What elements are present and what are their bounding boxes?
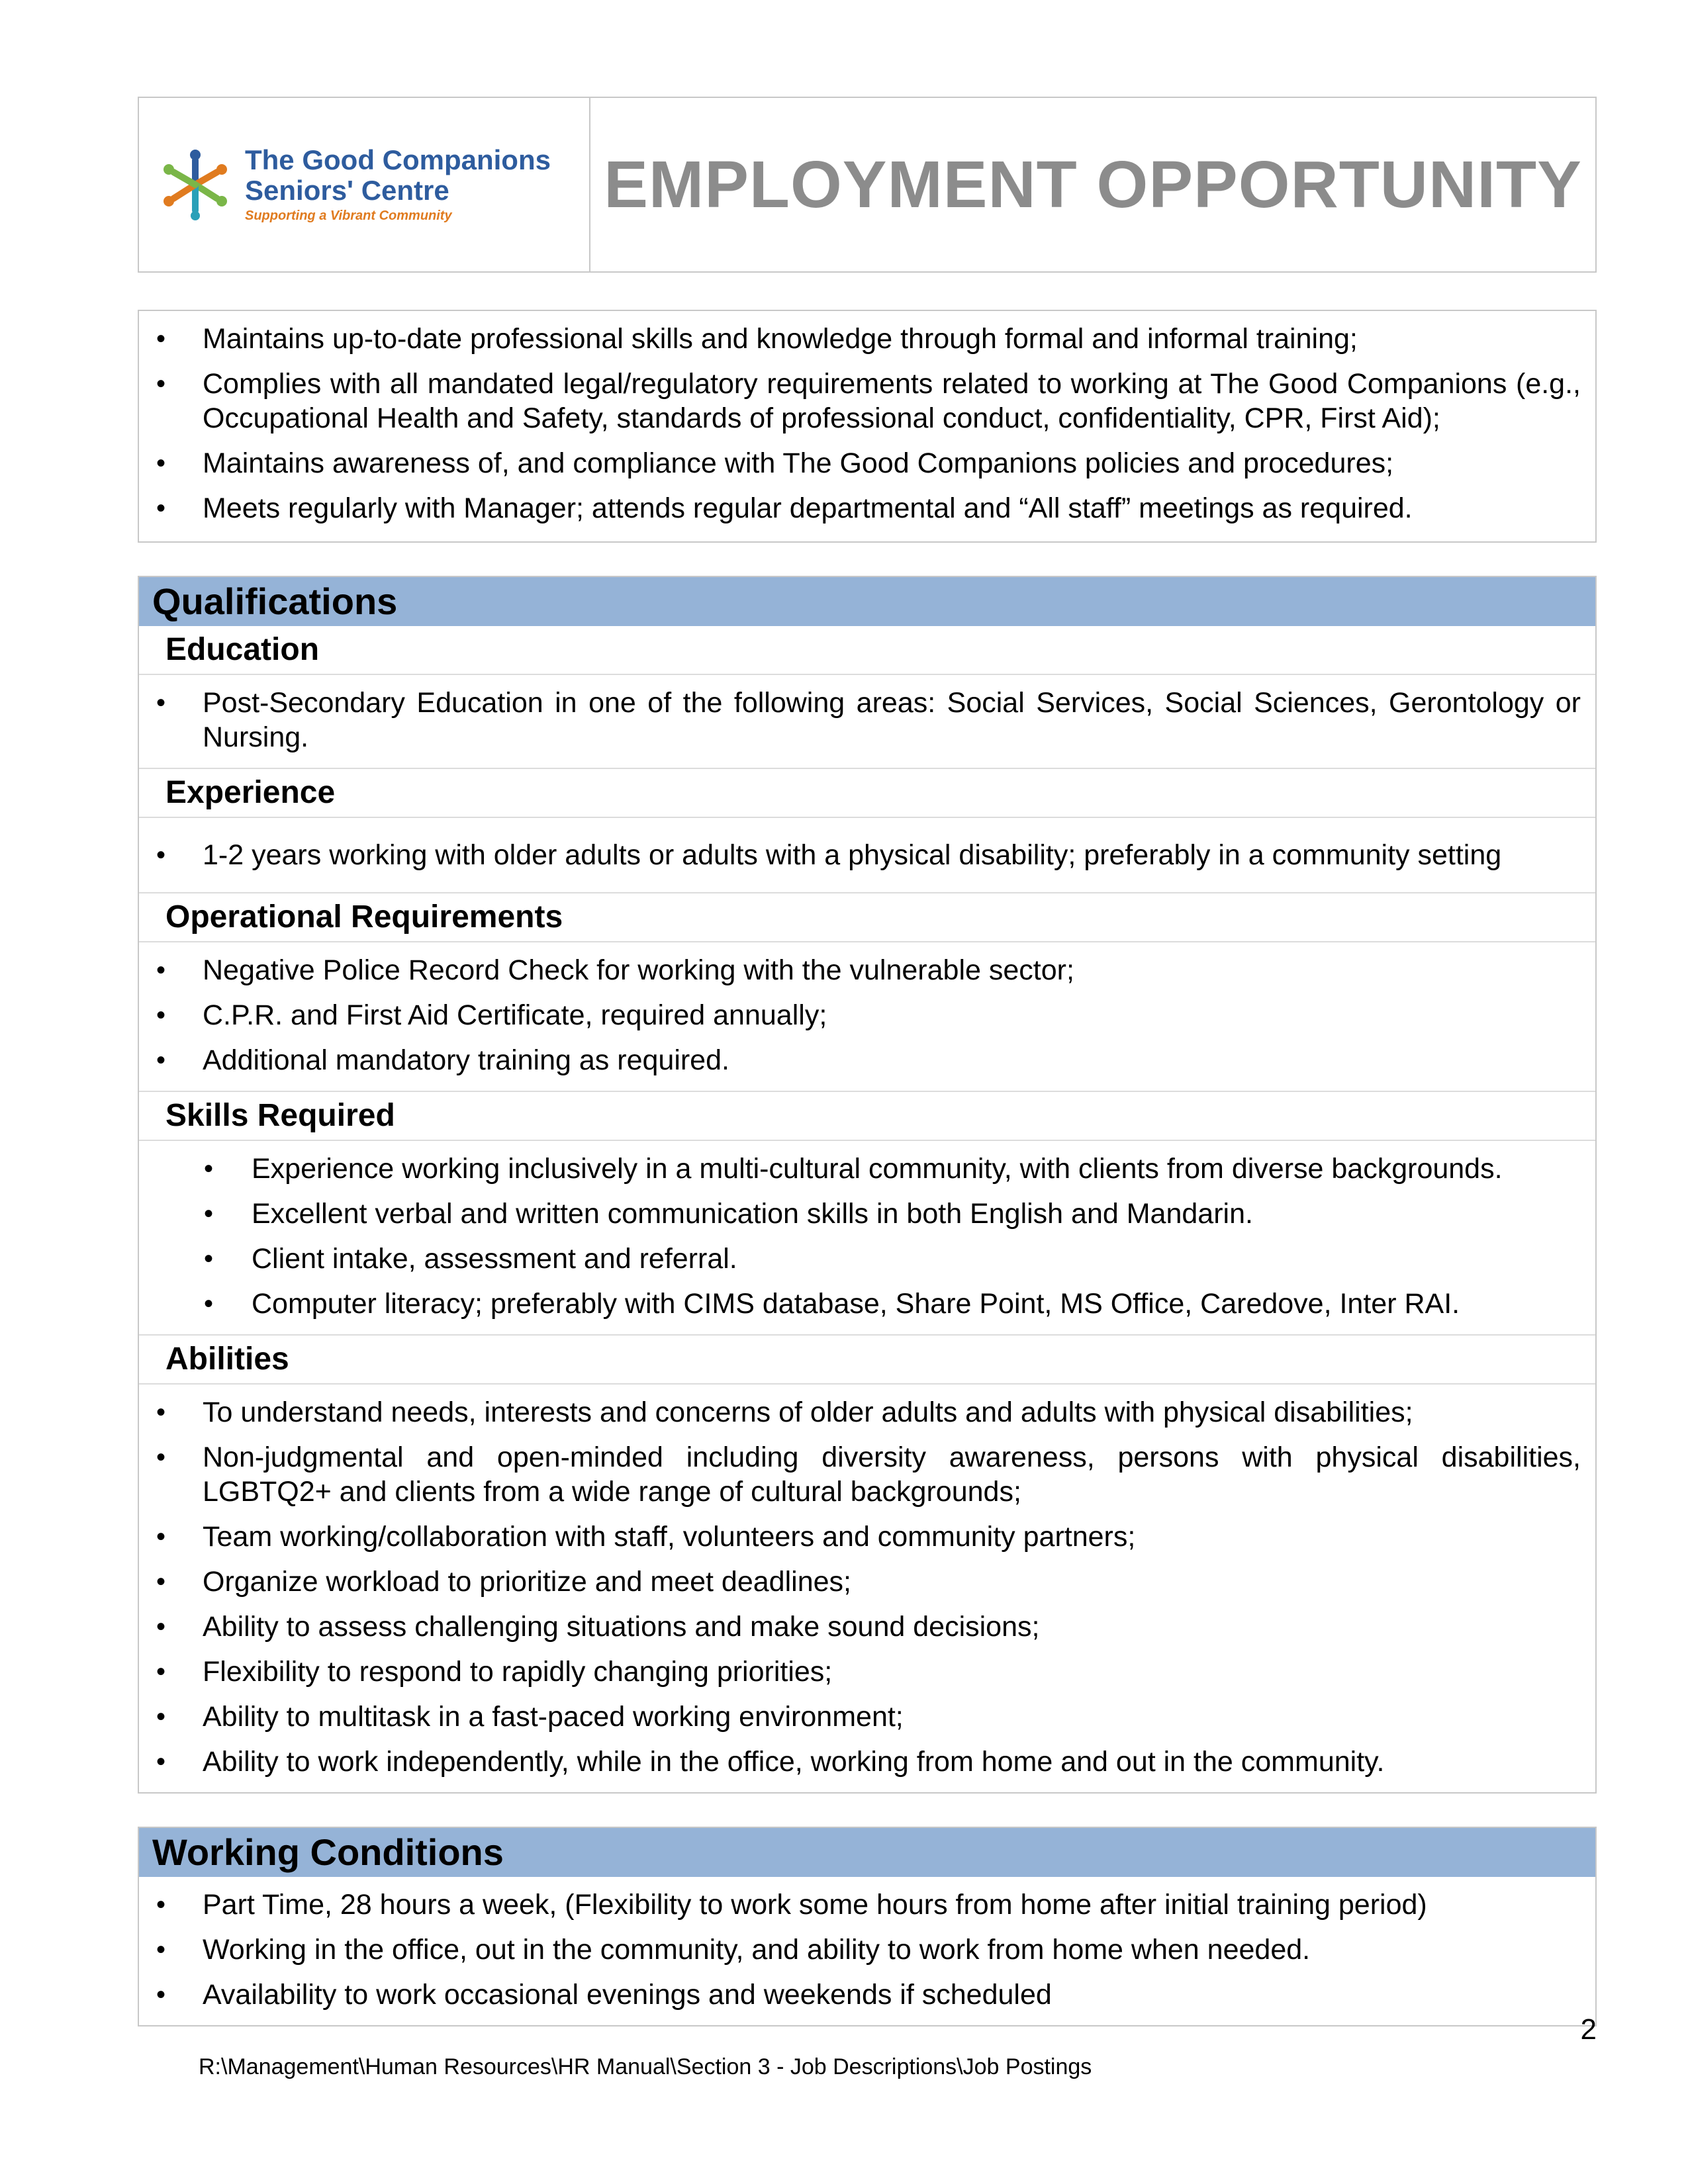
experience-section <box>139 818 1595 892</box>
list-item: • Organize workload to prioritize and meet deadlines; <box>139 1565 1595 1599</box>
list-item: • Additional mandatory training as required. <box>139 1043 1595 1077</box>
header-table <box>138 97 1597 273</box>
working-conditions-heading: Working Conditions <box>139 1828 1595 1877</box>
duties-continued-box <box>138 310 1597 543</box>
list-item: • To understand needs, interests and concerns of older adults and adults with physical disabilities; <box>139 1395 1595 1430</box>
operational-heading: Operational Requirements <box>139 892 1595 942</box>
title-cell <box>590 98 1595 271</box>
list-item: • Part Time, 28 hours a week, (Flexibility to work some hours from home after initial training period) <box>139 1888 1595 1922</box>
list-item: • Meets regularly with Manager; attends regular departmental and “All staff” meetings as required. <box>139 491 1595 525</box>
list-item: • Maintains awareness of, and compliance with The Good Companions policies and procedures; <box>139 446 1595 480</box>
operational-section <box>139 942 1595 1091</box>
qualifications-box <box>138 576 1597 1794</box>
list-item: • Ability to multitask in a fast-paced working environment; <box>139 1700 1595 1734</box>
working-conditions-box <box>138 1827 1597 2026</box>
list-item: • Team working/collaboration with staff, volunteers and community partners; <box>139 1520 1595 1554</box>
qualifications-heading: Qualifications <box>139 577 1595 626</box>
list-item: • Ability to work independently, while in the office, working from home and out in the community. <box>139 1745 1595 1779</box>
experience-heading: Experience <box>139 768 1595 818</box>
duties-list <box>139 322 1595 525</box>
skills-section <box>139 1141 1595 1334</box>
logo-tagline: Supporting a Vibrant Community <box>245 208 452 223</box>
page-number: 2 <box>1580 2013 1597 2046</box>
logo-cell <box>139 98 590 271</box>
list-item: • Working in the office, out in the community, and ability to work from home when needed. <box>139 1933 1595 1967</box>
list-item: • Client intake, assessment and referral. <box>139 1242 1595 1276</box>
list-item: • Flexibility to respond to rapidly changing priorities; <box>139 1655 1595 1689</box>
skills-heading: Skills Required <box>139 1091 1595 1141</box>
logo-text <box>245 145 551 224</box>
logo-name-line1: The Good Companions <box>245 144 551 175</box>
list-item: • Maintains up-to-date professional skills and knowledge through formal and informal training; <box>139 322 1595 356</box>
education-heading: Education <box>139 626 1595 675</box>
list-item: • Availability to work occasional evenings and weekends if scheduled <box>139 1978 1595 2012</box>
logo-name-line2: Seniors' Centre <box>245 175 449 206</box>
footer-file-path: R:\Management\Human Resources\HR Manual\Section 3 - Job Descriptions\Job Postings <box>199 2054 1092 2079</box>
abilities-heading: Abilities <box>139 1334 1595 1385</box>
working-conditions-section <box>139 1877 1595 2025</box>
list-item: • 1-2 years working with older adults or adults with a physical disability; preferably in a community setting <box>139 838 1595 872</box>
people-circle-logo-icon <box>159 148 232 221</box>
list-item: • Experience working inclusively in a multi-cultural community, with clients from diverse backgrounds. <box>139 1152 1595 1186</box>
list-item: • Complies with all mandated legal/regulatory requirements related to working at The Good Companions (e.g., Occupational Health and Safety, standards of professional conduct, confidentiality, CPR, First Aid); <box>139 367 1595 435</box>
list-item: • Post-Secondary Education in one of the following areas: Social Services, Social Sciences, Gerontology or Nursing. <box>139 686 1595 754</box>
list-item: • Non-judgmental and open-minded including diversity awareness, persons with physical disabilities, LGBTQ2+ and clients from a wide range of cultural backgrounds; <box>139 1440 1595 1509</box>
page-title: EMPLOYMENT OPPORTUNITY <box>604 147 1582 222</box>
list-item: • Ability to assess challenging situations and make sound decisions; <box>139 1610 1595 1644</box>
education-section <box>139 675 1595 768</box>
abilities-section <box>139 1385 1595 1792</box>
list-item: • Negative Police Record Check for working with the vulnerable sector; <box>139 953 1595 987</box>
list-item: • C.P.R. and First Aid Certificate, required annually; <box>139 998 1595 1032</box>
list-item: • Computer literacy; preferably with CIMS database, Share Point, MS Office, Caredove, Inter RAI. <box>139 1287 1595 1321</box>
document-page <box>138 97 1597 2026</box>
list-item: • Excellent verbal and written communication skills in both English and Mandarin. <box>139 1197 1595 1231</box>
